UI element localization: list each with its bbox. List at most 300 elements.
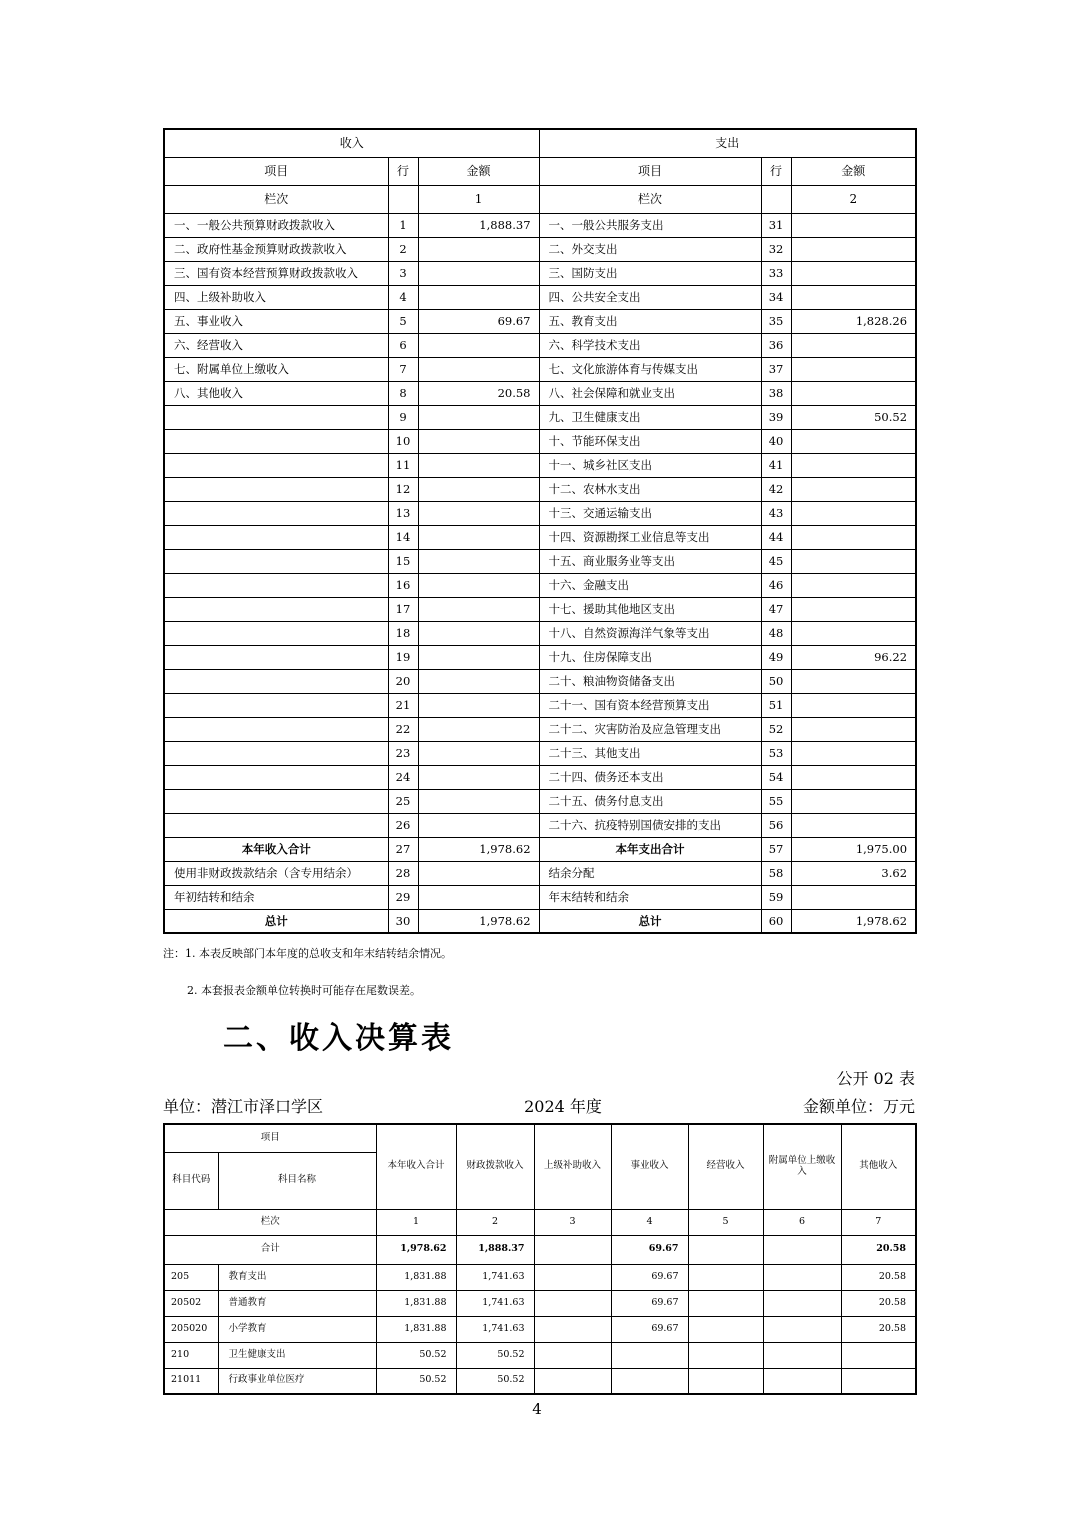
income-item-cell bbox=[164, 549, 388, 573]
income-line-cell: 30 bbox=[388, 909, 418, 933]
summary-table-row bbox=[164, 237, 916, 261]
summary-table-row bbox=[164, 621, 916, 645]
expense-line-cell: 32 bbox=[761, 237, 791, 261]
income-amount-cell bbox=[418, 429, 539, 453]
expense-item-cell: 总计 bbox=[539, 909, 761, 933]
income-amount-cell bbox=[418, 549, 539, 573]
income-item-cell: 一、一般公共预算财政拨款收入 bbox=[164, 213, 388, 237]
income-item-cell bbox=[164, 453, 388, 477]
amount-cell: 1,741.63 bbox=[456, 1316, 534, 1342]
expense-amount-cell bbox=[791, 573, 916, 597]
income-line-cell: 3 bbox=[388, 261, 418, 285]
income-item-cell bbox=[164, 645, 388, 669]
subject-name-header: 科目名称 bbox=[218, 1152, 376, 1209]
amount-unit-label: 金额单位：万元 bbox=[802, 1097, 915, 1116]
expense-item-cell: 一、一般公共服务支出 bbox=[539, 213, 761, 237]
summary-table-row bbox=[164, 717, 916, 741]
lanci-label: 栏次 bbox=[164, 1209, 376, 1235]
income-item-cell bbox=[164, 405, 388, 429]
amount-cell bbox=[688, 1342, 763, 1368]
income-item-cell: 使用非财政拨款结余（含专用结余） bbox=[164, 861, 388, 885]
income-line-cell: 4 bbox=[388, 285, 418, 309]
subject-name-cell: 小学教育 bbox=[218, 1316, 376, 1342]
col-index: 1 bbox=[376, 1209, 456, 1235]
total-amount-cell bbox=[763, 1235, 841, 1264]
summary-table-row bbox=[164, 645, 916, 669]
col-header-business: 事业收入 bbox=[611, 1124, 688, 1209]
col-header-superior: 上级补助收入 bbox=[534, 1124, 611, 1209]
income-amount-header: 金额 bbox=[418, 157, 539, 185]
income-line-cell: 2 bbox=[388, 237, 418, 261]
section-header-row bbox=[164, 129, 916, 157]
expense-line-cell: 54 bbox=[761, 765, 791, 789]
col-index: 4 bbox=[611, 1209, 688, 1235]
amount-cell: 69.67 bbox=[611, 1316, 688, 1342]
amount-cell: 1,831.88 bbox=[376, 1316, 456, 1342]
expense-item-cell: 十二、农林水支出 bbox=[539, 477, 761, 501]
expense-line-cell: 36 bbox=[761, 333, 791, 357]
income-section-header: 收入 bbox=[164, 129, 539, 157]
expense-line-cell: 59 bbox=[761, 885, 791, 909]
expense-amount-cell bbox=[791, 789, 916, 813]
expense-line-cell: 37 bbox=[761, 357, 791, 381]
expense-line-cell: 50 bbox=[761, 669, 791, 693]
income-amount-cell bbox=[418, 765, 539, 789]
amount-cell bbox=[534, 1264, 611, 1290]
summary-table-row bbox=[164, 741, 916, 765]
summary-table-row bbox=[164, 861, 916, 885]
expense-item-cell: 十四、资源勘探工业信息等支出 bbox=[539, 525, 761, 549]
amount-cell: 50.52 bbox=[456, 1368, 534, 1394]
summary-table-row bbox=[164, 693, 916, 717]
expense-line-cell: 40 bbox=[761, 429, 791, 453]
col-index: 3 bbox=[534, 1209, 611, 1235]
income-amount-cell bbox=[418, 597, 539, 621]
subject-code-cell: 205020 bbox=[164, 1316, 218, 1342]
amount-cell: 50.52 bbox=[456, 1342, 534, 1368]
income-line-cell: 18 bbox=[388, 621, 418, 645]
expense-line-cell: 34 bbox=[761, 285, 791, 309]
income-line-header: 行 bbox=[388, 157, 418, 185]
income-amount-cell bbox=[418, 621, 539, 645]
income-item-cell: 四、上级补助收入 bbox=[164, 285, 388, 309]
empty-cell bbox=[388, 185, 418, 213]
total-amount-cell: 1,978.62 bbox=[376, 1235, 456, 1264]
amount-cell: 50.52 bbox=[376, 1342, 456, 1368]
column-index-row bbox=[164, 185, 916, 213]
expense-amount-cell: 1,828.26 bbox=[791, 309, 916, 333]
expense-amount-cell bbox=[791, 885, 916, 909]
expense-item-cell: 四、公共安全支出 bbox=[539, 285, 761, 309]
amount-cell bbox=[611, 1368, 688, 1394]
expense-col-index: 2 bbox=[791, 185, 916, 213]
amount-cell bbox=[763, 1316, 841, 1342]
expense-line-cell: 53 bbox=[761, 741, 791, 765]
expense-amount-cell: 1,978.62 bbox=[791, 909, 916, 933]
subject-code-cell: 210 bbox=[164, 1342, 218, 1368]
income-item-cell: 五、事业收入 bbox=[164, 309, 388, 333]
income-amount-cell bbox=[418, 405, 539, 429]
expense-amount-cell bbox=[791, 621, 916, 645]
amount-cell: 69.67 bbox=[611, 1290, 688, 1316]
expense-item-cell: 十七、援助其他地区支出 bbox=[539, 597, 761, 621]
income-line-cell: 1 bbox=[388, 213, 418, 237]
summary-table-row bbox=[164, 477, 916, 501]
expense-amount-cell bbox=[791, 525, 916, 549]
income-item-cell bbox=[164, 573, 388, 597]
income-expense-summary-table bbox=[163, 128, 917, 934]
expense-item-cell: 二十五、债务付息支出 bbox=[539, 789, 761, 813]
amount-cell bbox=[763, 1264, 841, 1290]
col-index: 2 bbox=[456, 1209, 534, 1235]
note-1: 注：1. 本表反映部门本年度的总收支和年末结转结余情况。 bbox=[163, 947, 452, 960]
income-item-cell bbox=[164, 693, 388, 717]
total-amount-cell bbox=[688, 1235, 763, 1264]
income-line-cell: 8 bbox=[388, 381, 418, 405]
expense-line-cell: 48 bbox=[761, 621, 791, 645]
expense-item-cell: 二十六、抗疫特别国债安排的支出 bbox=[539, 813, 761, 837]
summary-table-row bbox=[164, 381, 916, 405]
amount-cell: 1,831.88 bbox=[376, 1264, 456, 1290]
expense-item-cell: 二十四、债务还本支出 bbox=[539, 765, 761, 789]
income-amount-cell bbox=[418, 261, 539, 285]
amount-cell: 20.58 bbox=[841, 1264, 916, 1290]
expense-amount-cell bbox=[791, 357, 916, 381]
expense-item-cell: 十八、自然资源海洋气象等支出 bbox=[539, 621, 761, 645]
amount-cell bbox=[841, 1368, 916, 1394]
income-line-cell: 26 bbox=[388, 813, 418, 837]
income-amount-cell bbox=[418, 645, 539, 669]
total-row bbox=[164, 1235, 916, 1264]
income-amount-cell bbox=[418, 573, 539, 597]
expense-line-cell: 56 bbox=[761, 813, 791, 837]
income-item-cell bbox=[164, 789, 388, 813]
income-item-cell: 年初结转和结余 bbox=[164, 885, 388, 909]
expense-item-cell: 结余分配 bbox=[539, 861, 761, 885]
income-item-cell: 八、其他收入 bbox=[164, 381, 388, 405]
expense-amount-cell bbox=[791, 597, 916, 621]
detail-table-row bbox=[164, 1342, 916, 1368]
expense-line-cell: 47 bbox=[761, 597, 791, 621]
expense-amount-cell bbox=[791, 717, 916, 741]
col-index: 6 bbox=[763, 1209, 841, 1235]
expense-item-cell: 十九、住房保障支出 bbox=[539, 645, 761, 669]
income-final-accounts-table bbox=[163, 1123, 917, 1395]
income-amount-cell bbox=[418, 453, 539, 477]
expense-lanci-label: 栏次 bbox=[539, 185, 761, 213]
table-meta-line bbox=[163, 1094, 915, 1117]
document-content bbox=[163, 128, 915, 1395]
expense-amount-cell bbox=[791, 765, 916, 789]
col-header-fiscal: 财政拨款收入 bbox=[456, 1124, 534, 1209]
income-line-cell: 10 bbox=[388, 429, 418, 453]
expense-line-cell: 39 bbox=[761, 405, 791, 429]
income-item-cell bbox=[164, 501, 388, 525]
summary-table-row bbox=[164, 405, 916, 429]
amount-cell bbox=[688, 1264, 763, 1290]
expense-line-cell: 43 bbox=[761, 501, 791, 525]
income-line-cell: 23 bbox=[388, 741, 418, 765]
amount-cell bbox=[763, 1342, 841, 1368]
summary-table-row bbox=[164, 549, 916, 573]
subject-name-cell: 普通教育 bbox=[218, 1290, 376, 1316]
expense-item-cell: 三、国防支出 bbox=[539, 261, 761, 285]
income-amount-cell bbox=[418, 669, 539, 693]
income-line-cell: 6 bbox=[388, 333, 418, 357]
expense-line-cell: 52 bbox=[761, 717, 791, 741]
expense-amount-header: 金额 bbox=[791, 157, 916, 185]
income-item-cell bbox=[164, 477, 388, 501]
income-amount-cell: 1,888.37 bbox=[418, 213, 539, 237]
expense-line-cell: 42 bbox=[761, 477, 791, 501]
income-line-cell: 13 bbox=[388, 501, 418, 525]
income-item-cell: 三、国有资本经营预算财政拨款收入 bbox=[164, 261, 388, 285]
expense-amount-cell bbox=[791, 237, 916, 261]
income-line-cell: 14 bbox=[388, 525, 418, 549]
page-number: 4 bbox=[532, 1400, 542, 1418]
expense-amount-cell bbox=[791, 333, 916, 357]
expense-line-cell: 46 bbox=[761, 573, 791, 597]
amount-cell bbox=[688, 1368, 763, 1394]
expense-item-cell: 二、外交支出 bbox=[539, 237, 761, 261]
income-item-cell bbox=[164, 717, 388, 741]
expense-item-cell: 十六、金融支出 bbox=[539, 573, 761, 597]
expense-line-cell: 44 bbox=[761, 525, 791, 549]
expense-line-cell: 51 bbox=[761, 693, 791, 717]
income-amount-cell bbox=[418, 501, 539, 525]
expense-amount-cell bbox=[791, 285, 916, 309]
detail-table-row bbox=[164, 1264, 916, 1290]
detail-table-row bbox=[164, 1368, 916, 1394]
income-line-cell: 28 bbox=[388, 861, 418, 885]
summary-table-row bbox=[164, 813, 916, 837]
expense-amount-cell bbox=[791, 813, 916, 837]
summary-table-row bbox=[164, 909, 916, 933]
expense-line-cell: 41 bbox=[761, 453, 791, 477]
subject-code-cell: 205 bbox=[164, 1264, 218, 1290]
income-amount-cell bbox=[418, 477, 539, 501]
expense-amount-cell bbox=[791, 501, 916, 525]
expense-item-cell: 二十一、国有资本经营预算支出 bbox=[539, 693, 761, 717]
amount-cell bbox=[688, 1316, 763, 1342]
income-line-cell: 22 bbox=[388, 717, 418, 741]
detail-header-row-1 bbox=[164, 1124, 916, 1152]
income-amount-cell bbox=[418, 789, 539, 813]
col-header-total: 本年收入合计 bbox=[376, 1124, 456, 1209]
summary-table-row bbox=[164, 525, 916, 549]
public-table-code: 公开 02 表 bbox=[836, 1069, 915, 1088]
amount-cell bbox=[763, 1290, 841, 1316]
income-item-header: 项目 bbox=[164, 157, 388, 185]
expense-line-cell: 58 bbox=[761, 861, 791, 885]
expense-item-cell: 二十、粮油物资储备支出 bbox=[539, 669, 761, 693]
income-lanci-label: 栏次 bbox=[164, 185, 388, 213]
income-amount-cell bbox=[418, 525, 539, 549]
subject-name-cell: 教育支出 bbox=[218, 1264, 376, 1290]
income-line-cell: 16 bbox=[388, 573, 418, 597]
income-amount-cell bbox=[418, 813, 539, 837]
expense-item-cell: 年末结转和结余 bbox=[539, 885, 761, 909]
summary-table-row bbox=[164, 885, 916, 909]
unit-label: 单位：潜江市泽口学区 bbox=[163, 1097, 324, 1116]
expense-line-cell: 31 bbox=[761, 213, 791, 237]
expense-item-cell: 十五、商业服务业等支出 bbox=[539, 549, 761, 573]
income-item-cell bbox=[164, 741, 388, 765]
amount-cell: 1,831.88 bbox=[376, 1290, 456, 1316]
amount-cell: 1,741.63 bbox=[456, 1264, 534, 1290]
expense-amount-cell: 96.22 bbox=[791, 645, 916, 669]
expense-amount-cell bbox=[791, 693, 916, 717]
income-amount-cell: 20.58 bbox=[418, 381, 539, 405]
summary-table-row bbox=[164, 597, 916, 621]
subject-name-cell: 卫生健康支出 bbox=[218, 1342, 376, 1368]
amount-cell bbox=[534, 1342, 611, 1368]
expense-line-cell: 60 bbox=[761, 909, 791, 933]
summary-table-row bbox=[164, 837, 916, 861]
expense-amount-cell bbox=[791, 453, 916, 477]
income-line-cell: 19 bbox=[388, 645, 418, 669]
income-line-cell: 24 bbox=[388, 765, 418, 789]
income-item-cell: 七、附属单位上缴收入 bbox=[164, 357, 388, 381]
expense-item-cell: 五、教育支出 bbox=[539, 309, 761, 333]
expense-item-cell: 六、科学技术支出 bbox=[539, 333, 761, 357]
income-amount-cell bbox=[418, 861, 539, 885]
amount-cell: 20.58 bbox=[841, 1290, 916, 1316]
income-amount-cell bbox=[418, 333, 539, 357]
amount-cell: 1,741.63 bbox=[456, 1290, 534, 1316]
income-line-cell: 5 bbox=[388, 309, 418, 333]
project-header: 项目 bbox=[164, 1124, 376, 1152]
summary-table-row bbox=[164, 669, 916, 693]
amount-cell bbox=[841, 1342, 916, 1368]
year-label: 2024 年度 bbox=[524, 1097, 602, 1116]
subject-name-cell: 行政事业单位医疗 bbox=[218, 1368, 376, 1394]
expense-line-cell: 45 bbox=[761, 549, 791, 573]
detail-table-row bbox=[164, 1290, 916, 1316]
income-line-cell: 29 bbox=[388, 885, 418, 909]
summary-table-row bbox=[164, 285, 916, 309]
income-amount-cell bbox=[418, 357, 539, 381]
total-amount-cell bbox=[534, 1235, 611, 1264]
summary-table-row bbox=[164, 333, 916, 357]
income-item-cell bbox=[164, 429, 388, 453]
empty-cell bbox=[761, 185, 791, 213]
summary-table-row bbox=[164, 765, 916, 789]
income-item-cell bbox=[164, 597, 388, 621]
expense-section-header: 支出 bbox=[539, 129, 916, 157]
expense-item-header: 项目 bbox=[539, 157, 761, 185]
income-item-cell: 二、政府性基金预算财政拨款收入 bbox=[164, 237, 388, 261]
expense-amount-cell: 1,975.00 bbox=[791, 837, 916, 861]
income-amount-cell bbox=[418, 237, 539, 261]
subject-code-cell: 21011 bbox=[164, 1368, 218, 1394]
total-label-cell: 合计 bbox=[164, 1235, 376, 1264]
expense-amount-cell bbox=[791, 669, 916, 693]
summary-table-row bbox=[164, 789, 916, 813]
income-line-cell: 7 bbox=[388, 357, 418, 381]
income-amount-cell: 1,978.62 bbox=[418, 909, 539, 933]
detail-index-row bbox=[164, 1209, 916, 1235]
income-item-cell bbox=[164, 669, 388, 693]
summary-table-row bbox=[164, 501, 916, 525]
expense-line-cell: 33 bbox=[761, 261, 791, 285]
table-notes bbox=[163, 945, 915, 998]
total-amount-cell: 20.58 bbox=[841, 1235, 916, 1264]
amount-cell bbox=[611, 1342, 688, 1368]
income-amount-cell bbox=[418, 285, 539, 309]
col-header-affiliated: 附属单位上缴收入 bbox=[763, 1124, 841, 1209]
note-2: 2. 本套报表金额单位转换时可能存在尾数误差。 bbox=[187, 984, 421, 997]
income-amount-cell bbox=[418, 885, 539, 909]
detail-table-row bbox=[164, 1316, 916, 1342]
amount-cell bbox=[534, 1290, 611, 1316]
income-item-cell bbox=[164, 765, 388, 789]
income-item-cell bbox=[164, 525, 388, 549]
income-item-cell bbox=[164, 621, 388, 645]
expense-amount-cell: 50.52 bbox=[791, 405, 916, 429]
amount-cell bbox=[688, 1290, 763, 1316]
expense-line-header: 行 bbox=[761, 157, 791, 185]
expense-amount-cell bbox=[791, 429, 916, 453]
expense-line-cell: 49 bbox=[761, 645, 791, 669]
expense-item-cell: 本年支出合计 bbox=[539, 837, 761, 861]
expense-item-cell: 七、文化旅游体育与传媒支出 bbox=[539, 357, 761, 381]
income-amount-cell: 69.67 bbox=[418, 309, 539, 333]
income-item-cell bbox=[164, 813, 388, 837]
income-line-cell: 17 bbox=[388, 597, 418, 621]
expense-item-cell: 九、卫生健康支出 bbox=[539, 405, 761, 429]
income-item-cell: 总计 bbox=[164, 909, 388, 933]
expense-item-cell: 十三、交通运输支出 bbox=[539, 501, 761, 525]
income-item-cell: 本年收入合计 bbox=[164, 837, 388, 861]
summary-table-row bbox=[164, 309, 916, 333]
income-line-cell: 11 bbox=[388, 453, 418, 477]
expense-amount-cell bbox=[791, 477, 916, 501]
total-amount-cell: 69.67 bbox=[611, 1235, 688, 1264]
expense-item-cell: 二十二、灾害防治及应急管理支出 bbox=[539, 717, 761, 741]
expense-item-cell: 十一、城乡社区支出 bbox=[539, 453, 761, 477]
section-title: 二、收入决算表 bbox=[223, 1021, 454, 1056]
expense-line-cell: 57 bbox=[761, 837, 791, 861]
subject-code-cell: 20502 bbox=[164, 1290, 218, 1316]
summary-table-row bbox=[164, 573, 916, 597]
summary-table-row bbox=[164, 429, 916, 453]
income-line-cell: 20 bbox=[388, 669, 418, 693]
expense-amount-cell bbox=[791, 261, 916, 285]
expense-amount-cell bbox=[791, 549, 916, 573]
expense-amount-cell bbox=[791, 213, 916, 237]
expense-amount-cell bbox=[791, 381, 916, 405]
total-amount-cell: 1,888.37 bbox=[456, 1235, 534, 1264]
col-index: 5 bbox=[688, 1209, 763, 1235]
amount-cell: 69.67 bbox=[611, 1264, 688, 1290]
income-item-cell: 六、经营收入 bbox=[164, 333, 388, 357]
income-line-cell: 15 bbox=[388, 549, 418, 573]
income-line-cell: 21 bbox=[388, 693, 418, 717]
subject-code-header: 科目代码 bbox=[164, 1152, 218, 1209]
summary-table-row bbox=[164, 453, 916, 477]
income-amount-cell bbox=[418, 741, 539, 765]
income-line-cell: 27 bbox=[388, 837, 418, 861]
expense-amount-cell: 3.62 bbox=[791, 861, 916, 885]
amount-cell bbox=[534, 1368, 611, 1394]
column-header-row bbox=[164, 157, 916, 185]
income-line-cell: 9 bbox=[388, 405, 418, 429]
income-amount-cell bbox=[418, 693, 539, 717]
income-line-cell: 25 bbox=[388, 789, 418, 813]
income-amount-cell bbox=[418, 717, 539, 741]
income-col-index: 1 bbox=[418, 185, 539, 213]
